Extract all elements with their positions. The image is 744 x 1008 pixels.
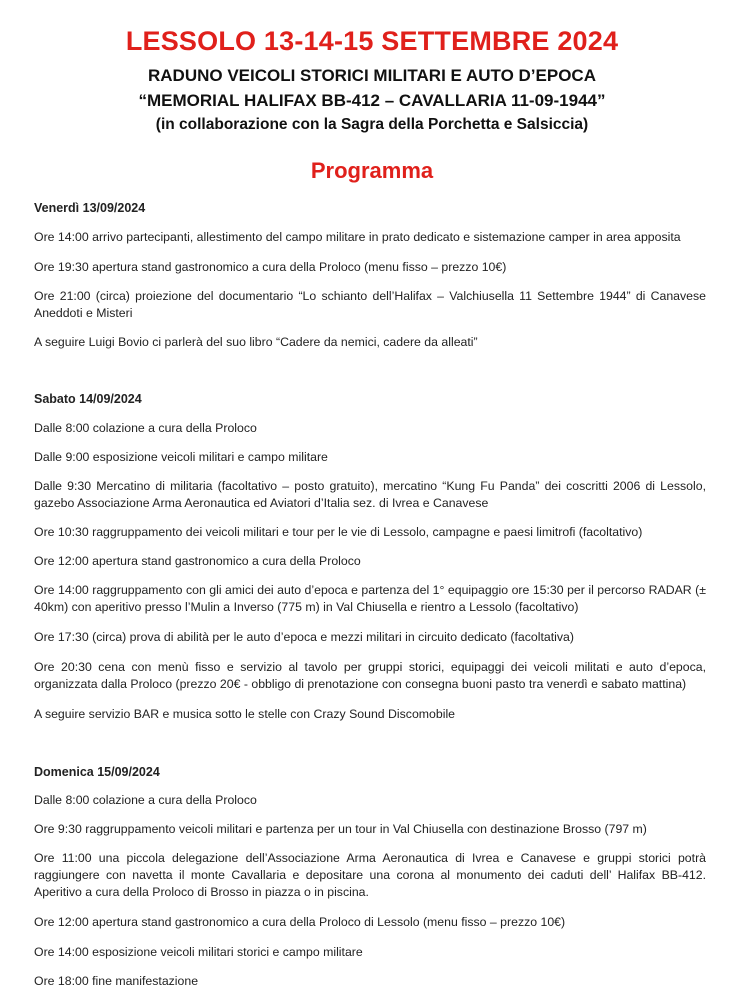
program-item: Ore 19:30 apertura stand gastronomico a cura della Proloco (menu fisso – prezzo 10€) bbox=[34, 260, 507, 274]
program-item: Ore 12:00 apertura stand gastronomico a cura della Proloco di Lessolo (menu fisso – prezzo 10€) bbox=[34, 915, 566, 929]
day-heading: Sabato 14/09/2024 bbox=[34, 392, 142, 406]
event-subtitle: RADUNO VEICOLI STORICI MILITARI E AUTO D’EPOCA bbox=[147, 66, 596, 85]
program-item: A seguire servizio BAR e musica sotto le stelle con Crazy Sound Discomobile bbox=[34, 707, 456, 721]
program-item: Dalle 8:00 colazione a cura della Proloco bbox=[34, 793, 257, 807]
program-item: Ore 18:00 fine manifestazione bbox=[34, 974, 199, 988]
program-item: Dalle 9:00 esposizione veicoli militari e campo militare bbox=[34, 450, 328, 464]
day-heading: Domenica 15/09/2024 bbox=[34, 765, 160, 779]
day-heading: Venerdì 13/09/2024 bbox=[34, 201, 146, 215]
program-item: Dalle 8:00 colazione a cura della Proloco bbox=[34, 421, 257, 435]
program-item: Ore 20:30 cena con menù fisso e servizio al tavolo per gruppi storici, equipaggi dei veicoli militati e auto d’epoca, organizzata dalla Proloco (prezzo 20€ - obbligo di prenotazione con consegna buoni pasto tra venerdì e sabato mattina) bbox=[34, 660, 706, 691]
main-title: LESSOLO 13-14-15 SETTEMBRE 2024 bbox=[125, 26, 619, 56]
program-title: Programma bbox=[310, 158, 434, 183]
program-item: Ore 11:00 una piccola delegazione dell’Associazione Arma Aeronautica di Ivrea e Canavese e gruppi storici potrà raggiungere con navetta il monte Cavallaria e depositare una corona al monumento dei caduti dell’ Halifax BB-412. Aperitivo a cura della Proloco di Brosso in piazza o in piscina. bbox=[34, 851, 706, 899]
program-item: Ore 17:30 (circa) prova di abilità per le auto d’epoca e mezzi militari in circuito dedicato (facoltativa) bbox=[34, 630, 574, 644]
program-item: Ore 10:30 raggruppamento dei veicoli militari e tour per le vie di Lessolo, campagne e paesi limitrofi (facoltativo) bbox=[34, 525, 643, 539]
program-item: Ore 21:00 (circa) proiezione del documentario “Lo schianto dell’Halifax – Valchiusella 11 Settembre 1944” di Canavese Aneddoti e Misteri bbox=[34, 289, 706, 320]
program-item: Ore 14:00 esposizione veicoli militari storici e campo militare bbox=[34, 945, 363, 959]
memorial-subtitle: “MEMORIAL HALIFAX BB-412 – CAVALLARIA 11-09-1944” bbox=[138, 91, 606, 110]
collaboration-note: (in collaborazione con la Sagra della Porchetta e Salsiccia) bbox=[155, 116, 589, 133]
program-item: Ore 9:30 raggruppamento veicoli militari e partenza per un tour in Val Chiusella con destinazione Brosso (797 m) bbox=[34, 822, 647, 836]
program-item: Dalle 9:30 Mercatino di militaria (facoltativo – posto gratuito), mercatino “Kung Fu Panda” dei coscritti 2006 di Lessolo, gazebo Associazione Arma Aeronautica ed Aviatori d’Italia sez. di Ivrea e Canavese bbox=[34, 479, 706, 510]
program-item: Ore 12:00 apertura stand gastronomico a cura della Proloco bbox=[34, 554, 361, 568]
program-item: Ore 14:00 raggruppamento con gli amici dei auto d’epoca e partenza del 1° equipaggio ore 15:30 per il percorso RADAR (± 40km) con aperitivo presso l’Mulin a Inverso (775 m) in Val Chiusella e rientro a Lessolo (facoltativo) bbox=[34, 583, 706, 614]
program-item: A seguire Luigi Bovio ci parlerà del suo libro “Cadere da nemici, cadere da alleati” bbox=[34, 335, 478, 349]
program-item: Ore 14:00 arrivo partecipanti, allestimento del campo militare in prato dedicato e sistemazione camper in area apposita bbox=[34, 230, 681, 244]
